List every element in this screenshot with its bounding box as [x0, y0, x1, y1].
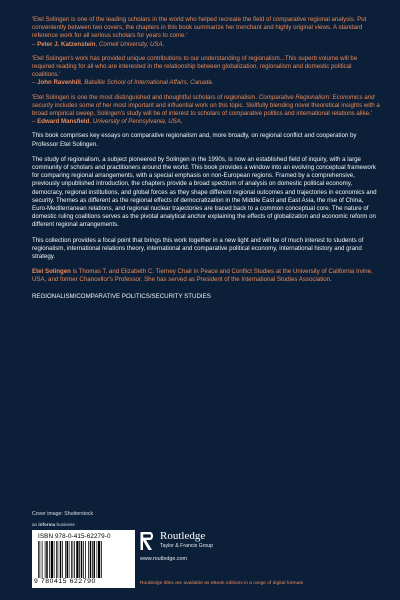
informa-suffix: business	[55, 522, 75, 527]
publisher-group: Taylor & Francis Group	[160, 543, 214, 549]
barcode-bar	[69, 541, 70, 578]
barcode-bar	[81, 541, 83, 578]
review-author: Peter J. Katzenstein	[37, 40, 96, 48]
barcode-bar	[65, 541, 66, 578]
review-quote: 'Etel Solingen's work has provided unique contributions to our understanding of regionalism...This superb volume will be required reading for all who are interested in the relationship between globalization, regionalism and domestic political coalitions.'	[32, 54, 358, 79]
barcode-bar	[46, 541, 48, 578]
routledge-logo-icon	[140, 530, 156, 552]
isbn-label: ISBN 978-0-415-62279-0	[38, 533, 111, 540]
barcode-bar	[79, 541, 80, 578]
barcode-bar	[60, 541, 62, 578]
barcode-bar	[45, 541, 46, 578]
barcode-bar	[94, 541, 96, 578]
review-2	[32, 55, 380, 88]
review-author: John Ravenhill	[37, 79, 81, 87]
barcode-digits: 9 780415 622790	[34, 578, 96, 585]
barcode-bar	[92, 541, 93, 578]
review-quote-part: includes some of her most important and influential work on this topic. Skillfully blending novel theoretical insights with a broad empirical sweep, Solingen's study will be of interest to scholars of comparative politics and international relations alike.'	[32, 101, 380, 118]
barcode-bar	[90, 541, 92, 578]
back-cover-text	[32, 16, 380, 301]
informa-prefix: an	[32, 522, 39, 527]
review-3	[32, 94, 380, 127]
author-bio-name: Etel Solingen	[32, 268, 71, 276]
subject-categories: REGIONALISM/COMPARATIVE POLITICS/SECURITY STUDIES	[32, 292, 211, 300]
description-paragraph-3: This collection provides a focal point that brings this work together in a new light and will be of much interest to students of regionalism, international relations theory, international and comparative political economy, international history and grand strategy.	[32, 236, 364, 261]
review-affiliation: Balsillie School of International Affairs, Canada.	[84, 79, 214, 87]
description-paragraph-1: This book comprises key essays on comparative regionalism and, more broadly, on regional conflict and cooperation by Professor Etel Solingen.	[32, 132, 357, 148]
barcode-bar	[71, 541, 72, 578]
barcode-bar	[76, 541, 78, 578]
review-affiliation: University of Pennsylvania, USA.	[92, 118, 183, 126]
isbn-barcode	[32, 530, 135, 588]
barcode-bar	[73, 541, 74, 578]
barcode-bar	[85, 541, 86, 578]
barcode-bar	[49, 541, 50, 578]
review-affiliation: Cornell University, USA.	[98, 40, 165, 48]
description-paragraph-2: The study of regionalism, a subject pioneered by Solingen in the 1990s, is now an established field of inquiry, with a large community of scholars and practitioners around the world. This book provides a window into an evolving conceptual framework for comparing regional arrangements, with a special emphasis on non-European regions. Framed by a comprehensive, previously unpublished introduction, the chapters provide a broad spectrum of analysis on domestic political economy, democracy, regional institutions, and global forces as they shape different regional outcomes and trajectories in economics and security. Themes as different as the regional effects of democratization in the Middle East and East Asia, the rise of China, Euro-Mediterranean relations, and regional nuclear trajectories are traced back to a common conceptual core. The nature of domestic ruling coalitions serves as the pivotal analytical anchor explaining the effects of globalization and economic reform on different regional arrangements.	[32, 155, 377, 229]
review-attribution: – John Ravenhill, Balsillie School of International Affairs, Canada.	[32, 79, 214, 87]
barcode-bars	[38, 541, 129, 578]
informa-brand: informa	[38, 522, 56, 527]
barcode-bar	[38, 541, 39, 578]
review-author: Edward Mansfield	[37, 118, 90, 126]
barcode-bar	[67, 541, 69, 578]
barcode-bar	[88, 541, 89, 578]
review-1	[32, 16, 380, 49]
publisher-name: Routledge	[160, 530, 206, 542]
review-quote-part: 'Etel Solingen is one the most distinguished and thoughtful scholars of regionalism.	[32, 93, 259, 101]
review-quote	[32, 94, 380, 119]
barcode-bar	[54, 541, 55, 578]
barcode-bar	[40, 541, 41, 578]
barcode-bar	[98, 541, 100, 578]
informa-business-line	[32, 522, 75, 527]
barcode-bar	[51, 541, 53, 578]
review-attribution: – Edward Mansfield, University of Pennsylvania, USA.	[32, 118, 183, 126]
barcode-bar	[97, 541, 98, 578]
review-quote: 'Etel Solingen is one of the leading scholars in the world who helped recreate the field of comparative regional analysis. Put conveniently between two covers, the chapters in this book summarize her trenchant and highly original views. A standard reference work for all serious scholars for years to come.'	[32, 16, 367, 40]
publisher-url[interactable]: www.routledge.com	[140, 556, 188, 562]
barcode-bar	[101, 541, 102, 578]
barcode-bar	[83, 541, 84, 578]
author-bio	[32, 268, 380, 284]
barcode-bar	[62, 541, 63, 578]
cover-image-credit: Cover image: Shutterstock	[32, 511, 94, 517]
barcode-bar	[74, 541, 75, 578]
barcode-bar	[58, 541, 59, 578]
ebook-note: Routledge titles are available as eBook editions in a range of digital formats	[140, 581, 304, 586]
barcode-bar	[42, 541, 43, 578]
barcode-bar	[56, 541, 57, 578]
review-attribution: – Peter J. Katzenstein, Cornell University, USA.	[32, 40, 165, 48]
review-quote-title: Comparative Regionalism: Economics and security	[32, 93, 375, 109]
author-bio-text: is Thomas T. and Elizabeth C. Tierney Chair in Peace and Conflict Studies at the University of California Irvine, USA, and former Chancellor's Professor. She has served as President of the International Studies Association.	[32, 268, 373, 284]
